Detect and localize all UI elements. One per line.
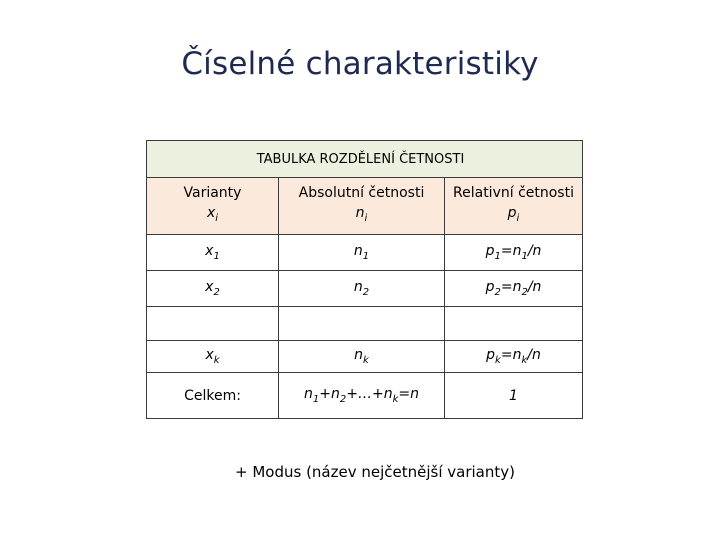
slide-title: Číselné charakteristiky xyxy=(181,46,539,82)
cell-absolute: $n_2$ xyxy=(279,271,445,307)
table-row-empty xyxy=(147,307,583,341)
cell-variant: $x_k$ xyxy=(147,341,279,373)
cell-total-label: Celkem: xyxy=(147,373,279,419)
table-row-total xyxy=(147,373,583,419)
header-relative-frequency: Relativní četnosti $p_i$ xyxy=(445,178,583,235)
cell-absolute: $n_1$ xyxy=(279,235,445,271)
header-variants: Varianty $x_i$ xyxy=(147,178,279,235)
table-row xyxy=(147,235,583,271)
cell-variant: $x_2$ xyxy=(147,271,279,307)
cell-relative: $p_1=n_1/n$ xyxy=(445,235,583,271)
table-row xyxy=(147,341,583,373)
modus-note: + Modus (název nejčetnější varianty) xyxy=(235,463,515,481)
cell-empty xyxy=(279,307,445,341)
cell-empty xyxy=(147,307,279,341)
cell-total-relative: 1 xyxy=(445,373,583,419)
header-absolute-frequency: Absolutní četnosti $n_i$ xyxy=(279,178,445,235)
cell-total-sum: $n_1+n_2+\dots+n_k=n$ xyxy=(279,373,445,419)
cell-empty xyxy=(445,307,583,341)
cell-absolute: $n_k$ xyxy=(279,341,445,373)
cell-variant: $x_1$ xyxy=(147,235,279,271)
table-caption: TABULKA ROZDĚLENÍ ČETNOSTI xyxy=(147,141,583,178)
cell-relative: $p_2=n_2/n$ xyxy=(445,271,583,307)
table-row xyxy=(147,271,583,307)
cell-relative: $p_k=n_k/n$ xyxy=(445,341,583,373)
frequency-distribution-table xyxy=(146,140,583,419)
